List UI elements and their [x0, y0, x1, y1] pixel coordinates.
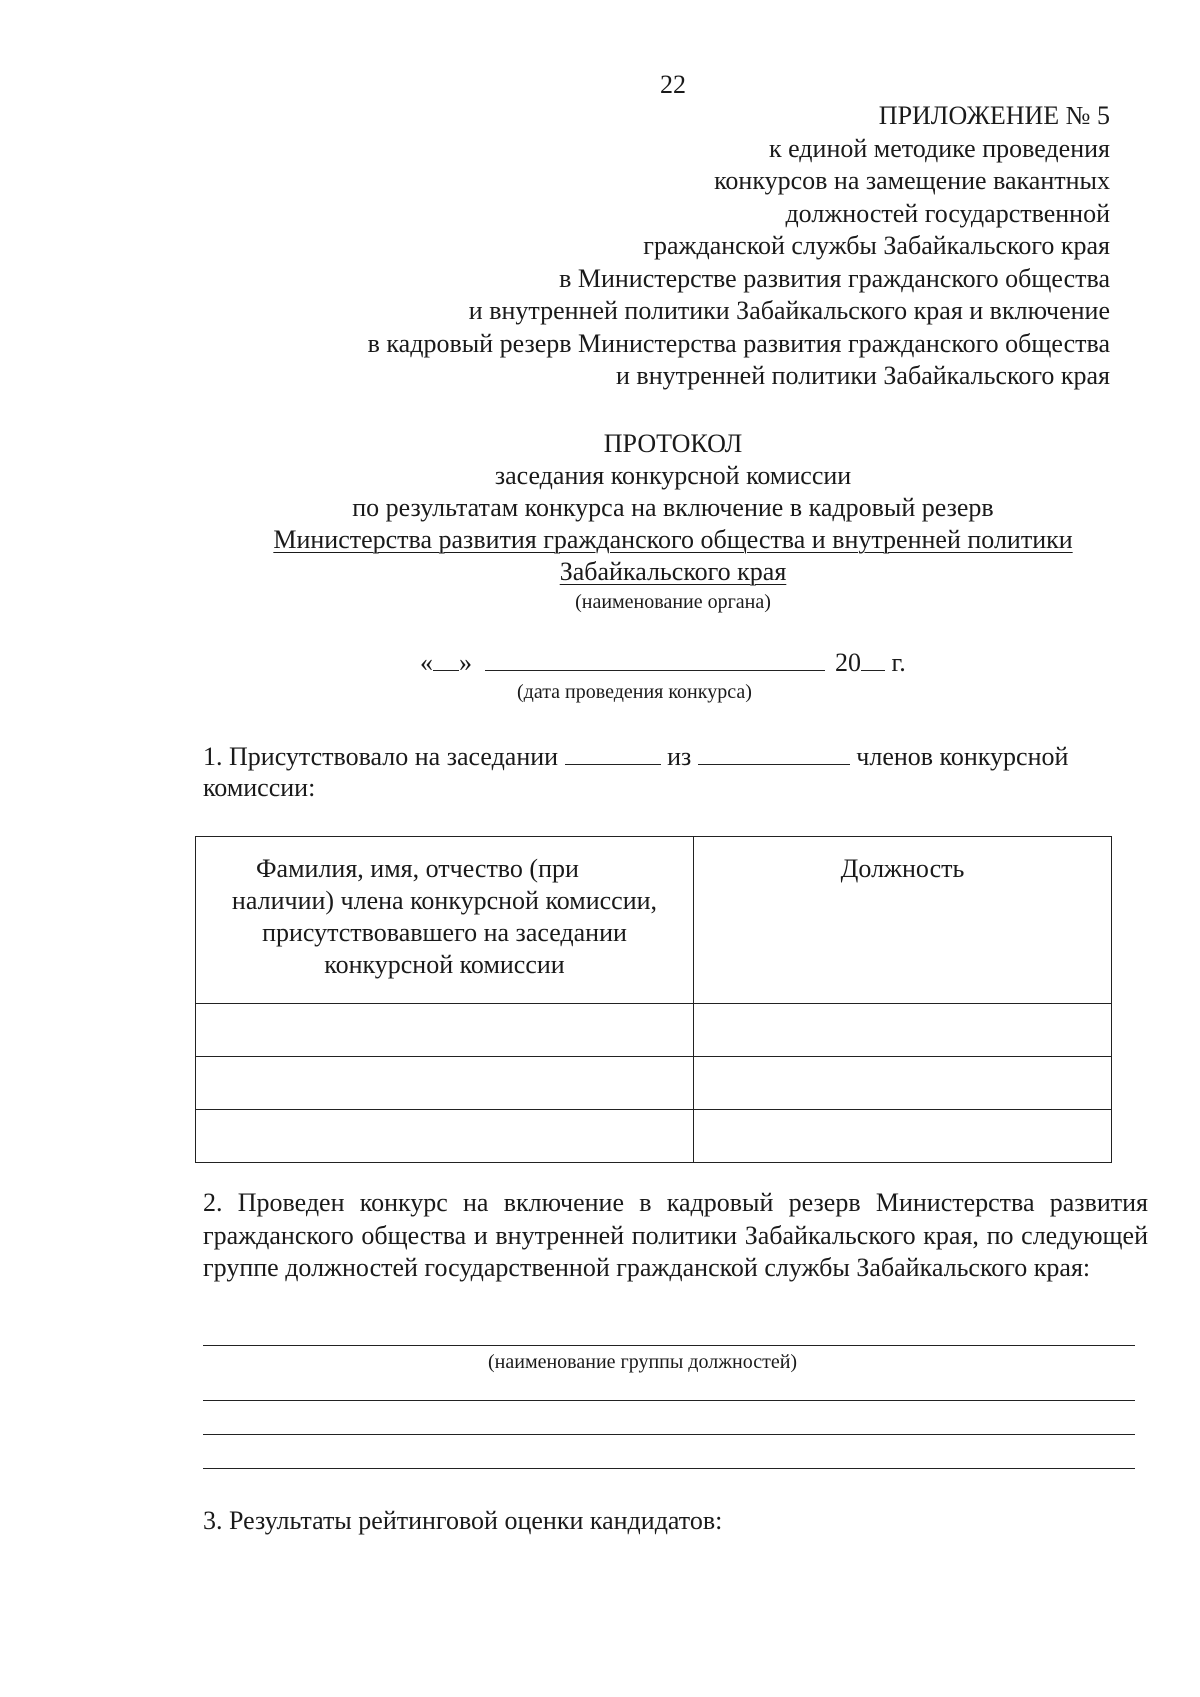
date-close-quote: »	[459, 648, 472, 677]
section1-line2: комиссии:	[203, 773, 316, 802]
appendix-header	[368, 100, 1110, 393]
section2-paragraph: 2. Проведен конкурс на включение в кадровый резерв Министерства развития гражданского общества и внутренней политики Забайкальского края, по следующей группе должностей государственной гражданской службы Забайкальского края:	[203, 1188, 1148, 1282]
present-count-blank[interactable]	[565, 740, 661, 765]
table-row	[196, 1110, 1112, 1163]
organ-name-line2-text: Забайкальского края	[559, 557, 787, 586]
members-table	[195, 836, 1112, 1163]
appendix-line: должностей государственной	[785, 198, 1110, 228]
appendix-line: и внутренней политики Забайкальского края	[616, 361, 1110, 390]
table-cell-position[interactable]	[694, 1004, 1112, 1057]
position-group-line[interactable]	[203, 1400, 1135, 1401]
table-cell-name[interactable]	[196, 1057, 694, 1110]
header-full-name	[196, 837, 694, 1004]
organ-name-line1	[0, 524, 1200, 556]
appendix-line: и внутренней политики Забайкальского края и включение	[468, 296, 1110, 325]
position-group-line[interactable]	[203, 1345, 1135, 1346]
section1-text-a: 1. Присутствовало на заседании	[203, 742, 559, 771]
organ-caption: (наименование органа)	[575, 591, 771, 613]
position-group-caption: (наименование группы должностей)	[488, 1351, 798, 1373]
organ-name-line2	[0, 556, 1200, 588]
header-position: Должность	[694, 837, 1112, 1004]
section1-line1	[203, 740, 1068, 773]
date-caption: (дата проведения конкурса)	[517, 681, 752, 703]
position-group-line[interactable]	[203, 1434, 1135, 1435]
organ-name-line1-text: Министерства развития гражданского общества и внутренней политики	[273, 525, 1073, 554]
protocol-subtitle-line1: заседания конкурсной комиссии	[494, 461, 852, 490]
date-year-suffix: г.	[891, 648, 906, 677]
appendix-line: гражданской службы Забайкальского края	[643, 231, 1110, 260]
table-row	[196, 1004, 1112, 1057]
section1-text-b: из	[667, 742, 692, 771]
header-col1-line: наличии) члена конкурсной комиссии,	[231, 886, 658, 915]
section3-heading: 3. Результаты рейтинговой оценки кандидатов:	[203, 1506, 723, 1535]
table-cell-position[interactable]	[694, 1110, 1112, 1163]
date-open-quote: «	[420, 648, 433, 677]
table-row	[196, 1057, 1112, 1110]
header-col1-line: Фамилия, имя, отчество (при	[256, 854, 579, 883]
appendix-line: в Министерстве развития гражданского общества	[559, 263, 1110, 293]
appendix-line: конкурсов на замещение вакантных	[714, 166, 1110, 195]
table-cell-position[interactable]	[694, 1057, 1112, 1110]
protocol-title: ПРОТОКОЛ	[603, 429, 743, 458]
table-cell-name[interactable]	[196, 1004, 694, 1057]
page-number: 22	[660, 70, 686, 99]
date-day-blank[interactable]	[433, 646, 459, 671]
date-year-blank[interactable]	[861, 646, 885, 671]
total-count-blank[interactable]	[698, 740, 850, 765]
appendix-line: к единой методике проведения	[768, 133, 1110, 163]
date-month-blank[interactable]	[485, 646, 825, 671]
position-group-line[interactable]	[203, 1468, 1135, 1469]
date-year-prefix: 20	[835, 648, 861, 677]
table-header-row	[196, 837, 1112, 1004]
appendix-line: в кадровый резерв Министерства развития гражданского общества	[367, 328, 1110, 358]
table-cell-name[interactable]	[196, 1110, 694, 1163]
appendix-title: ПРИЛОЖЕНИЕ № 5	[878, 101, 1110, 130]
header-col1-line: присутствовавшего на заседании	[262, 918, 627, 947]
section1-text-c: членов конкурсной	[856, 742, 1069, 771]
date-line	[420, 646, 906, 679]
protocol-subtitle-line2: по результатам конкурса на включение в кадровый резерв	[352, 493, 994, 522]
header-col1-line: конкурсной комиссии	[324, 950, 565, 979]
